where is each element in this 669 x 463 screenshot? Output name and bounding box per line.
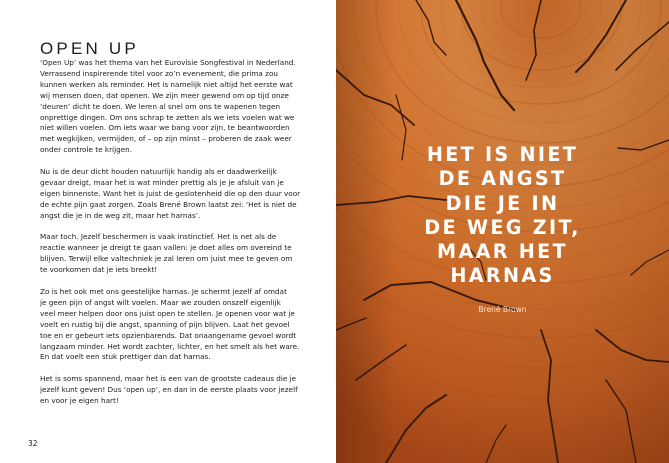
paragraph	[40, 232, 330, 276]
text-line: wij mensen doen, dat openen. We zijn meer gewend om op tijd onze	[40, 90, 289, 100]
quote-author: Brené Brown	[478, 305, 527, 314]
quote-line: MAAR HET	[437, 240, 568, 264]
text-line: En dat voelt een stuk prettiger dan dat harnas.	[40, 352, 211, 362]
paragraph	[40, 287, 330, 363]
quote-line: HARNAS	[450, 264, 555, 288]
quote-line: DE ANGST	[438, 167, 567, 191]
pull-quote	[336, 143, 669, 289]
text-line: onder controle te krijgen.	[40, 145, 133, 155]
wood-photo-page	[336, 0, 669, 463]
text-line: de echte pijn gaat zorgen. Zoals Brené Brown laatst zei: ‘Het is niet de	[40, 199, 297, 209]
text-line: ‘deuren’ dicht te doen. We leren al snel om ons te wapenen tegen	[40, 101, 281, 111]
text-line: onprettige dingen. Om ons schrap te zetten als we iets voelen wat we	[40, 112, 295, 122]
text-line: Maar toch. Jezelf beschermen is vaak instinctief. Het is net als de	[40, 232, 277, 242]
quote-line: HET IS NIET	[426, 143, 579, 166]
quote-line: DIE JE IN	[445, 191, 560, 215]
text-line: niet willen voelen. Om iets waar we bang voor zijn, te beantwoorden	[40, 123, 290, 133]
paragraph	[40, 374, 330, 407]
text-line: eigen binnenste. Want het is juist de geslotenheid die op den duur voor	[40, 188, 301, 198]
text-line: angst die je in de weg zit, maar het harnas’.	[40, 210, 201, 220]
quote-line: DE WEG ZIT,	[424, 215, 581, 239]
text-line: je geen pijn of angst wilt voelen. Maar we zouden onszelf eigenlijk	[40, 297, 281, 307]
text-line: met wegkijken, vermijden, of – op zijn minst – proberen de zaak weer	[40, 134, 292, 144]
text-line: voelt en rustig bij die angst, spanning of pijn blijven. Laat het gevoel	[40, 319, 290, 329]
text-line: Het is soms spannend, maar het is een van de grootste cadeaus die je	[40, 374, 297, 384]
text-line: toe en er gebeurt iets opzienbarends. Dat onaangename gevoel wordt	[40, 330, 297, 340]
text-line: blijven. Terwijl elke valtechniek je zal leren om juist mee te geven om	[40, 254, 293, 264]
text-line: Nu is de deur dicht houden natuurlijk handig als er daadwerkelijk	[40, 167, 277, 177]
page-title: OPEN UP	[40, 39, 139, 58]
paragraph	[40, 58, 330, 156]
text-line: Verrassend inspirerende titel voor zo’n evenement, die prima zou	[40, 68, 279, 78]
text-line: gevaar dreigt, maar het is wat minder prettig als je je afsluit van je	[40, 177, 284, 187]
text-line: ‘Open Up’ was het thema van het Eurovisie Songfestival in Nederland.	[40, 58, 296, 67]
text-line: jezelf kunt geven! Dus ‘open up’, en dan in de eerste plaats voor jezelf	[40, 385, 298, 395]
text-line: kunnen werken als reminder. Het is namelijk niet altijd het eerste wat	[40, 79, 293, 89]
text-line: Zo is het ook met ons geestelijke harnas. Je schermt jezelf af omdat	[40, 286, 287, 296]
text-line: en voor je eigen hart!	[40, 396, 119, 406]
text-line: te voorkomen dat je iets breekt!	[40, 265, 158, 275]
page-number: 32	[28, 439, 38, 448]
text-line: reactie wanneer je dreigt te gaan vallen: je doet alles om overeind te	[40, 243, 292, 253]
paragraph	[40, 167, 330, 222]
text-line: veel meer helpen door ons juist open te stellen. Je openen voor wat je	[40, 308, 295, 318]
text-line: langzaam minder. Het wordt zachter, lichter, en het smelt als het ware.	[40, 341, 300, 351]
article-body	[40, 58, 330, 418]
